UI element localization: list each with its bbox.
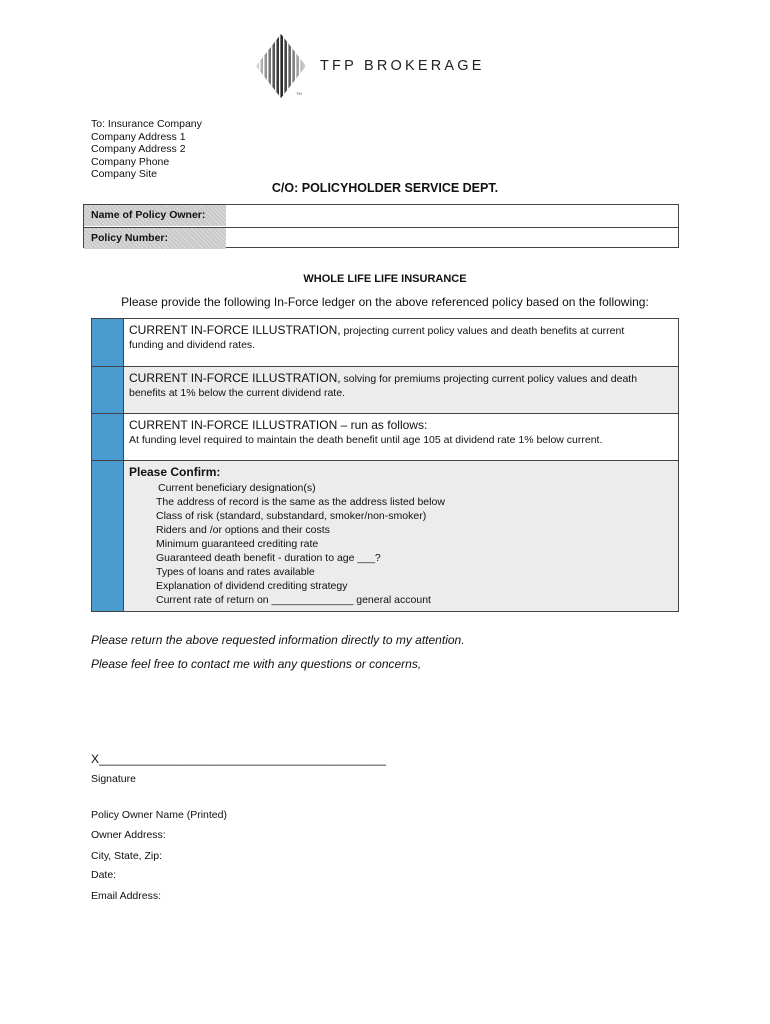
brand-name: TFP BROKERAGE — [320, 58, 485, 74]
address-line: Company Address 1 — [91, 130, 186, 143]
confirm-item: Class of risk (standard, substandard, smoker/non-smoker) — [156, 510, 427, 522]
policy-owner-label: Name of Policy Owner: — [84, 205, 226, 226]
confirm-item: Types of loans and rates available — [156, 566, 315, 578]
request-row — [92, 366, 678, 413]
row-marker — [92, 414, 124, 460]
confirm-item: The address of record is the same as the address listed below — [156, 496, 445, 508]
confirm-row — [92, 460, 678, 611]
owner-name-label: Policy Owner Name (Printed) — [91, 809, 227, 821]
policy-number-label: Policy Number: — [84, 228, 226, 249]
request-title: CURRENT IN-FORCE ILLUSTRATION – run as follows: — [129, 418, 428, 432]
request-description: At funding level required to maintain the death benefit until age 105 at dividend rate 1% below current. — [129, 434, 603, 446]
intro-text: Please provide the following In-Force ledger on the above referenced policy based on the following: — [121, 295, 649, 309]
request-table — [91, 318, 679, 612]
request-title-rest: projecting current policy values and death benefits at current — [340, 325, 625, 337]
request-description: funding and dividend rates. — [129, 339, 256, 351]
confirm-item: Riders and /or options and their costs — [156, 524, 330, 536]
city-state-zip-label: City, State, Zip: — [91, 850, 162, 862]
request-description: benefits at 1% below the current dividend rate. — [129, 387, 345, 399]
product-title: WHOLE LIFE LIFE INSURANCE — [303, 273, 467, 285]
email-address-label: Email Address: — [91, 890, 162, 902]
confirm-list — [156, 481, 678, 607]
address-line: Company Site — [91, 168, 157, 181]
confirm-item: Guaranteed death benefit - duration to age ___? — [156, 552, 381, 564]
tfp-brokerage-logo-icon — [256, 34, 306, 98]
request-title: CURRENT IN-FORCE ILLUSTRATION, — [129, 371, 341, 385]
request-title: CURRENT IN-FORCE ILLUSTRATION, — [129, 323, 341, 337]
signature-label: Signature — [91, 773, 136, 785]
date-label: Date: — [91, 869, 117, 881]
request-title-rest: solving for premiums projecting current policy values and death — [340, 373, 638, 385]
policy-owner-row — [84, 205, 678, 226]
recipient-address — [91, 118, 202, 181]
policy-owner-table — [83, 204, 679, 248]
address-line: Company Phone — [91, 155, 170, 168]
row-marker — [92, 367, 124, 413]
closing-request: Please return the above requested information directly to my attention. — [91, 633, 465, 647]
co-heading: C/O: POLICYHOLDER SERVICE DEPT. — [271, 181, 499, 195]
request-row — [92, 413, 678, 460]
policy-number-field[interactable] — [227, 228, 678, 249]
confirm-item: Current beneficiary designation(s) — [158, 482, 316, 494]
trademark-mark: TM — [296, 91, 302, 96]
request-row — [92, 319, 678, 366]
signature-line[interactable]: X___________________________________________ — [91, 752, 386, 766]
policy-number-row — [84, 227, 678, 249]
confirm-item: Explanation of dividend crediting strategy — [156, 580, 348, 592]
row-marker — [92, 319, 124, 366]
owner-address-label: Owner Address: — [91, 829, 166, 841]
confirm-title: Please Confirm: — [129, 465, 221, 479]
policy-owner-field[interactable] — [227, 205, 678, 226]
address-line: Company Address 2 — [91, 143, 186, 156]
confirm-item: Minimum guaranteed crediting rate — [156, 538, 319, 550]
closing-contact: Please feel free to contact me with any questions or concerns, — [91, 657, 422, 671]
row-marker — [92, 461, 124, 611]
confirm-item: Current rate of return on ______________ general account — [156, 594, 431, 606]
address-line: To: Insurance Company — [91, 118, 202, 130]
